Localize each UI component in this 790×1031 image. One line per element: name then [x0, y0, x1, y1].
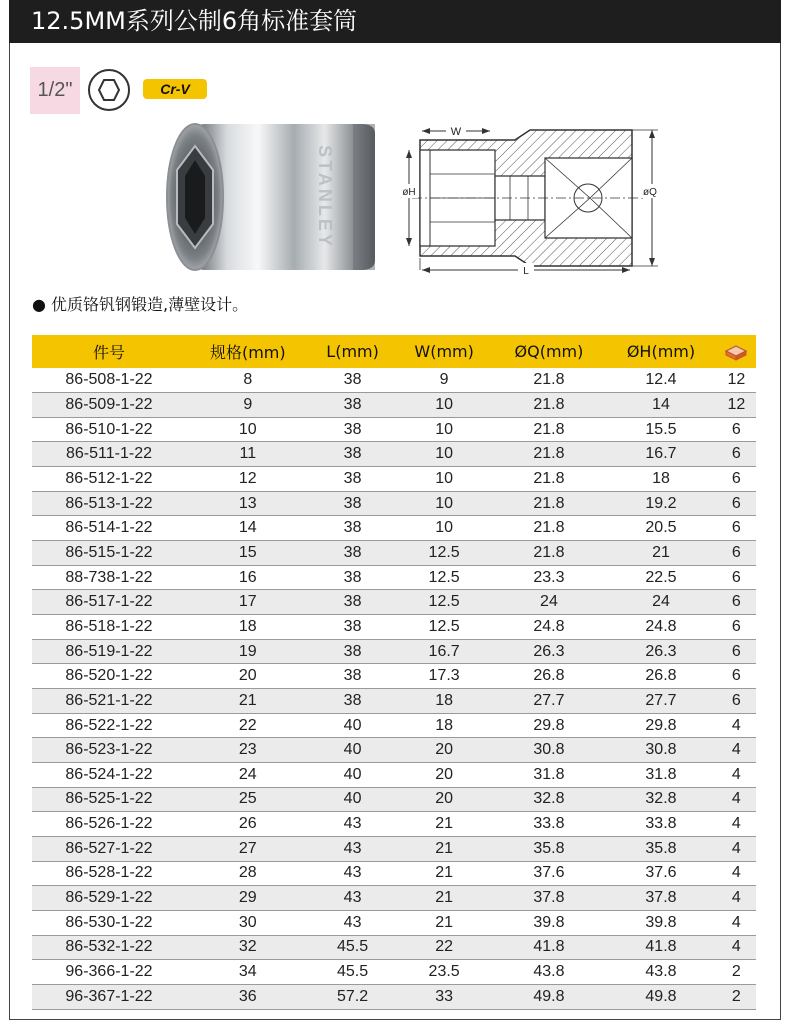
table-row — [32, 541, 756, 566]
cell-part-number: 86-517-1-22 — [32, 590, 186, 615]
cell-h-diameter: 26.3 — [605, 639, 717, 664]
cell-width: 21 — [396, 812, 493, 837]
cell-size: 25 — [186, 787, 310, 812]
cell-h-diameter: 14 — [605, 393, 717, 418]
cell-part-number: 86-525-1-22 — [32, 787, 186, 812]
cell-length: 38 — [310, 664, 396, 689]
cell-q-diameter: 39.8 — [493, 910, 605, 935]
cell-length: 40 — [310, 738, 396, 763]
cell-width: 12.5 — [396, 565, 493, 590]
socket-dimension-diagram — [400, 118, 670, 276]
table-row — [32, 467, 756, 492]
cell-size: 27 — [186, 836, 310, 861]
cell-q-diameter: 35.8 — [493, 836, 605, 861]
svg-text:W: W — [450, 126, 462, 138]
cell-width: 10 — [396, 491, 493, 516]
cell-width: 20 — [396, 763, 493, 788]
cell-width: 10 — [396, 393, 493, 418]
cell-size: 9 — [186, 393, 310, 418]
cell-h-diameter: 22.5 — [605, 565, 717, 590]
cell-h-diameter: 19.2 — [605, 491, 717, 516]
cell-pack-qty: 6 — [717, 664, 756, 689]
cell-pack-qty: 6 — [717, 639, 756, 664]
bullet-dot-icon: ● — [32, 295, 52, 314]
cell-q-diameter: 26.3 — [493, 639, 605, 664]
cell-size: 11 — [186, 442, 310, 467]
cell-q-diameter: 31.8 — [493, 763, 605, 788]
cell-size: 30 — [186, 910, 310, 935]
feature-text: 优质铬钒钢锻造,薄壁设计。 — [51, 295, 249, 314]
table-row — [32, 393, 756, 418]
cell-width: 9 — [396, 368, 493, 393]
cell-q-diameter: 49.8 — [493, 984, 605, 1009]
cell-h-diameter: 15.5 — [605, 417, 717, 442]
cell-size: 18 — [186, 615, 310, 640]
cell-size: 13 — [186, 491, 310, 516]
cell-pack-qty: 4 — [717, 910, 756, 935]
cell-size: 36 — [186, 984, 310, 1009]
cell-width: 22 — [396, 935, 493, 960]
cell-pack-qty: 6 — [717, 565, 756, 590]
table-row — [32, 713, 756, 738]
cell-width: 23.5 — [396, 960, 493, 985]
table-row — [32, 442, 756, 467]
cell-h-diameter: 43.8 — [605, 960, 717, 985]
cell-q-diameter: 26.8 — [493, 664, 605, 689]
cell-length: 43 — [310, 836, 396, 861]
cell-length: 38 — [310, 689, 396, 714]
cell-q-diameter: 33.8 — [493, 812, 605, 837]
cell-width: 12.5 — [396, 615, 493, 640]
cell-part-number: 86-532-1-22 — [32, 935, 186, 960]
table-row — [32, 886, 756, 911]
cell-h-diameter: 37.8 — [605, 886, 717, 911]
cell-size: 34 — [186, 960, 310, 985]
table-row — [32, 491, 756, 516]
header-pack-qty — [717, 335, 756, 368]
cell-size: 12 — [186, 467, 310, 492]
cell-pack-qty: 6 — [717, 516, 756, 541]
cell-h-diameter: 49.8 — [605, 984, 717, 1009]
cell-q-diameter: 37.6 — [493, 861, 605, 886]
cell-q-diameter: 21.8 — [493, 491, 605, 516]
cell-part-number: 86-518-1-22 — [32, 615, 186, 640]
cell-size: 23 — [186, 738, 310, 763]
table-header-row — [32, 335, 756, 368]
cell-width: 10 — [396, 442, 493, 467]
material-badge: Cr-V — [143, 79, 207, 99]
cell-width: 18 — [396, 689, 493, 714]
table-row — [32, 417, 756, 442]
page-title: 12.5MM系列公制6角标准套筒 — [9, 0, 781, 43]
feature-bullet — [32, 292, 248, 315]
cell-part-number: 86-529-1-22 — [32, 886, 186, 911]
cell-q-diameter: 27.7 — [493, 689, 605, 714]
hexagon-icon — [84, 68, 134, 112]
header-width: W(mm) — [414, 342, 474, 361]
cell-part-number: 86-522-1-22 — [32, 713, 186, 738]
cell-h-diameter: 35.8 — [605, 836, 717, 861]
cell-part-number: 86-508-1-22 — [32, 368, 186, 393]
cell-q-diameter: 21.8 — [493, 541, 605, 566]
cell-size: 14 — [186, 516, 310, 541]
cell-length: 43 — [310, 886, 396, 911]
header-length: L(mm) — [326, 342, 379, 361]
cell-pack-qty: 6 — [717, 541, 756, 566]
cell-length: 38 — [310, 442, 396, 467]
socket-photo — [165, 120, 383, 275]
cell-width: 12.5 — [396, 541, 493, 566]
cell-pack-qty: 6 — [717, 417, 756, 442]
cell-q-diameter: 30.8 — [493, 738, 605, 763]
cell-size: 32 — [186, 935, 310, 960]
cell-size: 15 — [186, 541, 310, 566]
cell-length: 38 — [310, 417, 396, 442]
cell-q-diameter: 21.8 — [493, 442, 605, 467]
drive-size-label: 1/2" — [30, 67, 80, 114]
cell-h-diameter: 31.8 — [605, 763, 717, 788]
cell-size: 28 — [186, 861, 310, 886]
header-part-number: 件号 — [92, 343, 125, 362]
table-row — [32, 738, 756, 763]
cell-part-number: 86-520-1-22 — [32, 664, 186, 689]
cell-q-diameter: 21.8 — [493, 467, 605, 492]
table-row — [32, 787, 756, 812]
table-row — [32, 984, 756, 1009]
cell-part-number: 86-515-1-22 — [32, 541, 186, 566]
cell-width: 16.7 — [396, 639, 493, 664]
svg-text:L: L — [523, 266, 529, 276]
cell-h-diameter: 27.7 — [605, 689, 717, 714]
cell-size: 20 — [186, 664, 310, 689]
cell-h-diameter: 37.6 — [605, 861, 717, 886]
table-row — [32, 639, 756, 664]
cell-width: 20 — [396, 738, 493, 763]
table-row — [32, 368, 756, 393]
cell-size: 29 — [186, 886, 310, 911]
cell-length: 45.5 — [310, 960, 396, 985]
cell-q-diameter: 21.8 — [493, 393, 605, 418]
cell-width: 33 — [396, 984, 493, 1009]
cell-width: 21 — [396, 886, 493, 911]
cell-size: 16 — [186, 565, 310, 590]
cell-size: 21 — [186, 689, 310, 714]
cell-pack-qty: 4 — [717, 812, 756, 837]
table-row — [32, 565, 756, 590]
cell-part-number: 86-510-1-22 — [32, 417, 186, 442]
package-box-icon — [724, 343, 748, 361]
svg-text:øH: øH — [402, 187, 416, 198]
cell-h-diameter: 32.8 — [605, 787, 717, 812]
table-row — [32, 935, 756, 960]
cell-pack-qty: 4 — [717, 886, 756, 911]
cell-h-diameter: 20.5 — [605, 516, 717, 541]
cell-pack-qty: 4 — [717, 861, 756, 886]
cell-length: 43 — [310, 861, 396, 886]
cell-length: 43 — [310, 910, 396, 935]
table-row — [32, 516, 756, 541]
cell-size: 10 — [186, 417, 310, 442]
cell-length: 38 — [310, 615, 396, 640]
cell-size: 26 — [186, 812, 310, 837]
cell-length: 38 — [310, 516, 396, 541]
cell-width: 21 — [396, 836, 493, 861]
cell-width: 21 — [396, 861, 493, 886]
header-size: 规格(mm) — [209, 343, 286, 362]
svg-text:STANLEY: STANLEY — [315, 145, 335, 249]
cell-part-number: 96-366-1-22 — [32, 960, 186, 985]
cell-length: 38 — [310, 368, 396, 393]
cell-q-diameter: 43.8 — [493, 960, 605, 985]
cell-pack-qty: 4 — [717, 713, 756, 738]
cell-part-number: 86-509-1-22 — [32, 393, 186, 418]
cell-part-number: 86-527-1-22 — [32, 836, 186, 861]
table-row — [32, 960, 756, 985]
cell-q-diameter: 37.8 — [493, 886, 605, 911]
cell-length: 43 — [310, 812, 396, 837]
cell-pack-qty: 6 — [717, 615, 756, 640]
cell-h-diameter: 33.8 — [605, 812, 717, 837]
cell-length: 57.2 — [310, 984, 396, 1009]
cell-length: 40 — [310, 787, 396, 812]
cell-length: 45.5 — [310, 935, 396, 960]
table-row — [32, 763, 756, 788]
cell-width: 10 — [396, 417, 493, 442]
cell-pack-qty: 6 — [717, 491, 756, 516]
cell-part-number: 88-738-1-22 — [32, 565, 186, 590]
spec-table — [32, 335, 756, 1010]
cell-h-diameter: 18 — [605, 467, 717, 492]
cell-pack-qty: 4 — [717, 738, 756, 763]
table-row — [32, 615, 756, 640]
cell-size: 19 — [186, 639, 310, 664]
cell-width: 10 — [396, 467, 493, 492]
cell-width: 21 — [396, 910, 493, 935]
table-row — [32, 836, 756, 861]
cell-pack-qty: 2 — [717, 960, 756, 985]
cell-pack-qty: 12 — [717, 393, 756, 418]
cell-part-number: 86-519-1-22 — [32, 639, 186, 664]
cell-part-number: 96-367-1-22 — [32, 984, 186, 1009]
cell-part-number: 86-521-1-22 — [32, 689, 186, 714]
cell-length: 38 — [310, 590, 396, 615]
cell-q-diameter: 24 — [493, 590, 605, 615]
cell-width: 12.5 — [396, 590, 493, 615]
cell-length: 38 — [310, 491, 396, 516]
cell-pack-qty: 4 — [717, 836, 756, 861]
table-row — [32, 910, 756, 935]
cell-q-diameter: 21.8 — [493, 368, 605, 393]
cell-q-diameter: 29.8 — [493, 713, 605, 738]
cell-part-number: 86-514-1-22 — [32, 516, 186, 541]
cell-q-diameter: 21.8 — [493, 417, 605, 442]
cell-size: 22 — [186, 713, 310, 738]
cell-part-number: 86-523-1-22 — [32, 738, 186, 763]
cell-q-diameter: 23.3 — [493, 565, 605, 590]
cell-h-diameter: 26.8 — [605, 664, 717, 689]
header-q-diameter: ØQ(mm) — [514, 342, 584, 361]
cell-pack-qty: 4 — [717, 935, 756, 960]
cell-q-diameter: 21.8 — [493, 516, 605, 541]
cell-pack-qty: 4 — [717, 787, 756, 812]
cell-width: 18 — [396, 713, 493, 738]
cell-pack-qty: 6 — [717, 590, 756, 615]
cell-part-number: 86-524-1-22 — [32, 763, 186, 788]
cell-pack-qty: 6 — [717, 689, 756, 714]
cell-width: 20 — [396, 787, 493, 812]
cell-h-diameter: 24.8 — [605, 615, 717, 640]
cell-part-number: 86-528-1-22 — [32, 861, 186, 886]
header-h-diameter: ØH(mm) — [626, 342, 696, 361]
table-row — [32, 861, 756, 886]
cell-pack-qty: 2 — [717, 984, 756, 1009]
cell-width: 17.3 — [396, 664, 493, 689]
cell-h-diameter: 16.7 — [605, 442, 717, 467]
cell-part-number: 86-530-1-22 — [32, 910, 186, 935]
cell-length: 38 — [310, 393, 396, 418]
svg-text:øQ: øQ — [643, 187, 657, 198]
cell-part-number: 86-511-1-22 — [32, 442, 186, 467]
cell-size: 17 — [186, 590, 310, 615]
cell-part-number: 86-526-1-22 — [32, 812, 186, 837]
cell-length: 40 — [310, 763, 396, 788]
cell-pack-qty: 12 — [717, 368, 756, 393]
cell-pack-qty: 6 — [717, 442, 756, 467]
cell-length: 38 — [310, 541, 396, 566]
cell-width: 10 — [396, 516, 493, 541]
table-row — [32, 664, 756, 689]
cell-part-number: 86-512-1-22 — [32, 467, 186, 492]
cell-h-diameter: 30.8 — [605, 738, 717, 763]
cell-part-number: 86-513-1-22 — [32, 491, 186, 516]
cell-h-diameter: 29.8 — [605, 713, 717, 738]
cell-length: 38 — [310, 639, 396, 664]
cell-pack-qty: 4 — [717, 763, 756, 788]
table-row — [32, 812, 756, 837]
cell-h-diameter: 12.4 — [605, 368, 717, 393]
table-row — [32, 590, 756, 615]
cell-length: 38 — [310, 467, 396, 492]
cell-pack-qty: 6 — [717, 467, 756, 492]
table-row — [32, 689, 756, 714]
cell-q-diameter: 24.8 — [493, 615, 605, 640]
cell-length: 40 — [310, 713, 396, 738]
cell-length: 38 — [310, 565, 396, 590]
cell-h-diameter: 39.8 — [605, 910, 717, 935]
cell-h-diameter: 24 — [605, 590, 717, 615]
cell-q-diameter: 32.8 — [493, 787, 605, 812]
cell-q-diameter: 41.8 — [493, 935, 605, 960]
cell-h-diameter: 41.8 — [605, 935, 717, 960]
cell-size: 8 — [186, 368, 310, 393]
cell-h-diameter: 21 — [605, 541, 717, 566]
cell-size: 24 — [186, 763, 310, 788]
